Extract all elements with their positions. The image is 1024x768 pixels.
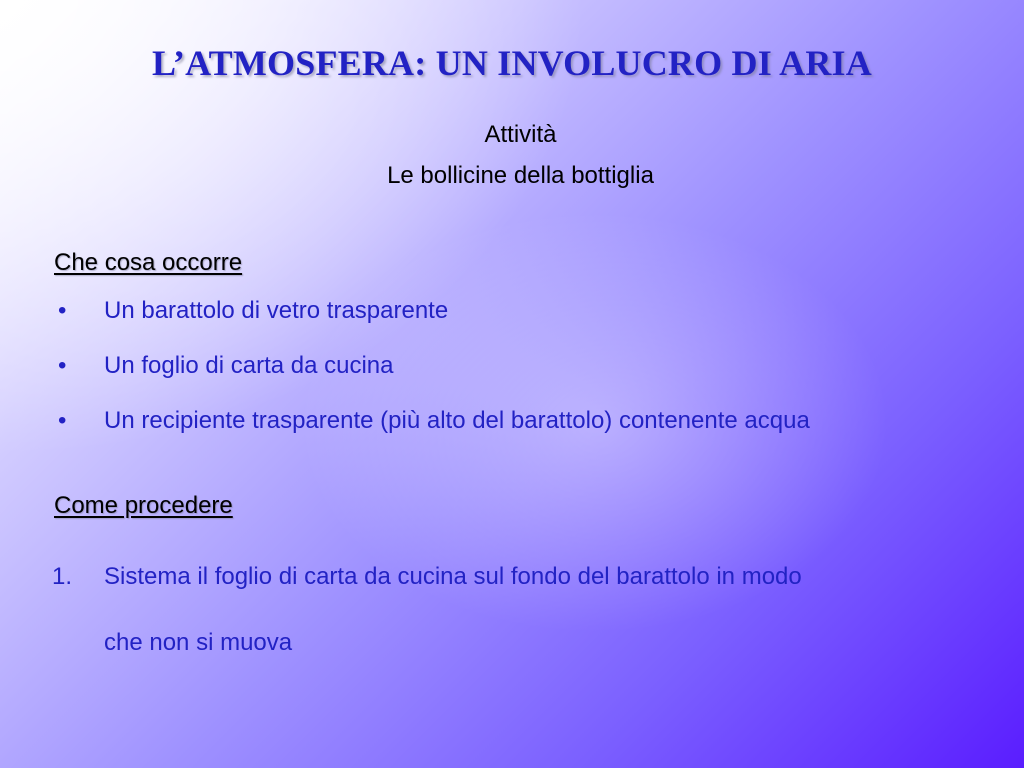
materials-item-text: Un barattolo di vetro trasparente xyxy=(104,297,449,324)
step-number: 1. xyxy=(52,563,73,590)
materials-item-text: Un recipiente trasparente (più alto del barattolo) contenente acqua xyxy=(104,407,810,434)
bullet-icon: • xyxy=(58,407,67,434)
step-text-line2: che non si muova xyxy=(104,629,293,656)
procedure-heading: Come procedere xyxy=(54,492,233,519)
materials-item-text: Un foglio di carta da cucina xyxy=(104,352,394,379)
activity-name: Le bollicine della bottiglia xyxy=(387,162,654,189)
bullet-icon: • xyxy=(58,352,67,379)
materials-heading: Che cosa occorre xyxy=(54,249,243,276)
activity-label: Attività xyxy=(484,121,557,148)
bullet-icon: • xyxy=(58,297,67,324)
step-text-line1: Sistema il foglio di carta da cucina sul fondo del barattolo in modo xyxy=(104,563,802,590)
slide-title: L’ATMOSFERA: UN INVOLUCRO DI ARIA xyxy=(152,43,872,83)
